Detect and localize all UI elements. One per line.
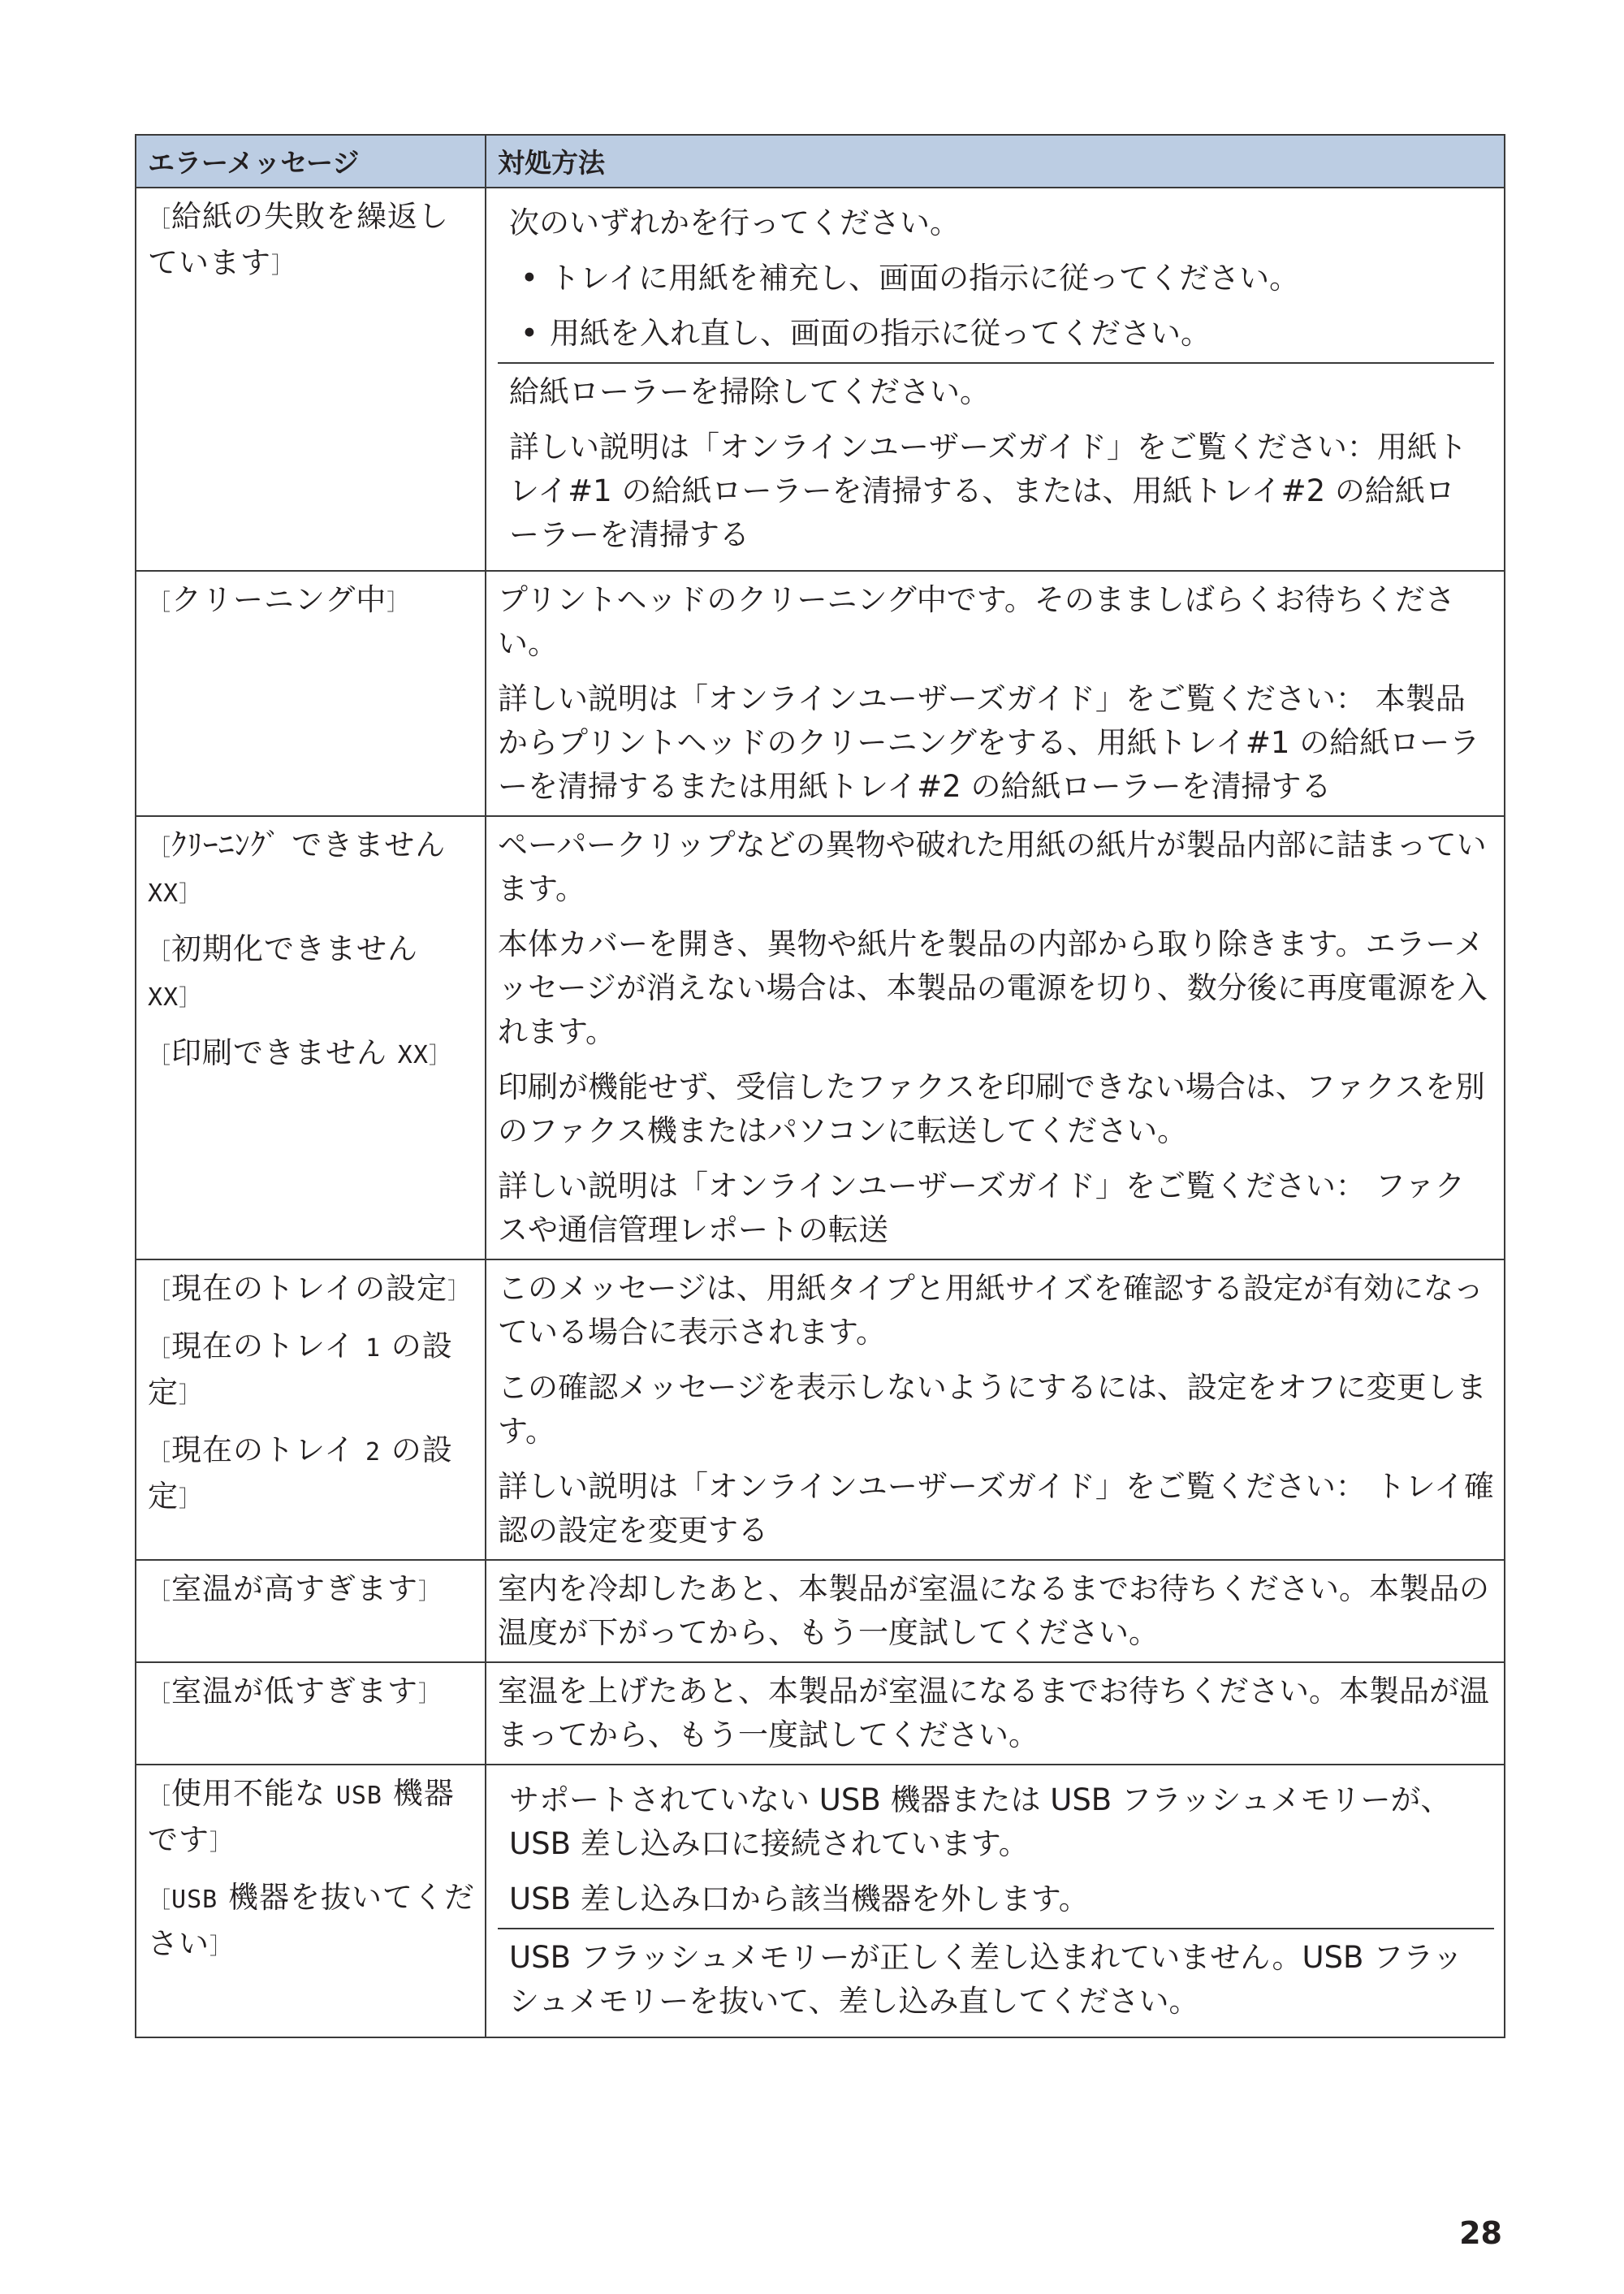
table-row — [136, 816, 1505, 1259]
error-message-text: 給紙の失敗を繰返しています — [148, 199, 450, 280]
error-message — [148, 1031, 475, 1078]
remedy-group — [498, 1928, 1494, 2030]
error-message-text: 現在のトレイ 1 の設定 — [148, 1328, 453, 1410]
error-message-text: クリーニング中 — [171, 582, 387, 617]
bracket-open: ［ — [148, 1439, 172, 1466]
bullet-icon: • — [520, 316, 538, 351]
table-body — [136, 188, 1505, 2037]
bracket-close: ］ — [418, 1578, 443, 1605]
bullet-item — [509, 257, 1484, 300]
error-message-cell — [136, 1765, 486, 2037]
error-message — [148, 195, 475, 287]
remedy-cell — [486, 816, 1505, 1259]
error-message — [148, 823, 475, 916]
remedy-group — [498, 1670, 1494, 1757]
remedy-cell — [486, 1259, 1505, 1560]
error-message — [148, 1267, 475, 1313]
bracket-close: ］ — [179, 1381, 203, 1408]
error-message-table — [135, 134, 1505, 2038]
remedy-cell — [486, 1765, 1505, 2037]
error-message-text: 現在のトレイ 2 の設定 — [148, 1432, 453, 1514]
bracket-open: ［ — [148, 938, 172, 965]
bracket-close: ］ — [209, 1933, 234, 1959]
remedy-group — [498, 578, 1494, 809]
remedy-text: USB フラッシュメモリーが正しく差し込まれていません。USB フラッシュメモリーを抜いて、差し込み直してください。 — [509, 1940, 1463, 2019]
remedy-text: 次のいずれかを行ってください。 — [509, 205, 960, 240]
remedy-text: USB 差し込み口から該当機器を外します。 — [509, 1881, 1089, 1916]
table-row — [136, 1662, 1505, 1765]
remedy-text: 本体カバーを開き、異物や紙片を製品の内部から取り除きます。エラーメッセージが消えない場合は、本製品の電源を切り、数分後に再度電源を入れます。 — [498, 927, 1488, 1049]
bracket-open: ［ — [148, 1042, 172, 1069]
remedy-text: 詳しい説明は「オンラインユーザーズガイド」をご覧ください： 本製品からプリントヘッドのクリーニングをする、用紙トレイ#1 の給紙ローラーを清掃するまたは用紙トレイ#2 の給紙ローラーを清掃する — [498, 681, 1480, 804]
remedy-text: 詳しい説明は「オンラインユーザーズガイド」をご覧ください： トレイ確認の設定を変更する — [498, 1469, 1494, 1548]
error-message-text: 使用不能な USB 機器です — [148, 1776, 455, 1857]
error-message-cell — [136, 188, 486, 571]
bracket-close: ］ — [179, 984, 203, 1011]
bracket-open: ［ — [148, 589, 172, 616]
remedy-group — [498, 1772, 1494, 1928]
remedy-cell — [486, 1560, 1505, 1662]
error-message-cell — [136, 1259, 486, 1560]
error-message-cell — [136, 571, 486, 816]
remedy-cell — [486, 188, 1505, 571]
remedy-group — [498, 1567, 1494, 1655]
error-message-cell — [136, 816, 486, 1259]
error-message — [148, 1772, 475, 1864]
remedy-text: サポートされていない USB 機器または USB フラッシュメモリーが、USB 差し込み口に接続されています。 — [509, 1782, 1451, 1861]
bullet-item — [509, 312, 1484, 356]
remedy-text: 詳しい説明は「オンラインユーザーズガイド」をご覧ください： ファクスや通信管理レポートの転送 — [498, 1169, 1465, 1247]
bracket-close: ］ — [179, 880, 203, 907]
bracket-open: ［ — [148, 1886, 172, 1913]
bracket-open: ［ — [148, 1277, 172, 1304]
remedy-text: 給紙ローラーを掃除してください。 — [509, 374, 990, 409]
bracket-close: ］ — [447, 1277, 472, 1304]
error-message-text: 室温が低すぎます — [171, 1674, 419, 1709]
table-row — [136, 571, 1505, 816]
error-message — [148, 1670, 475, 1716]
error-message-text: USB 機器を抜いてください — [148, 1880, 475, 1961]
remedy-text: 印刷が機能せず、受信したファクスを印刷できない場合は、ファクスを別のファクス機またはパソコンに転送してください。 — [498, 1069, 1485, 1148]
table-row — [136, 1765, 1505, 2037]
bracket-close: ］ — [428, 1042, 452, 1069]
bracket-open: ［ — [148, 205, 172, 232]
error-message-cell — [136, 1662, 486, 1765]
error-message-text: 印刷できません XX — [171, 1035, 429, 1070]
bracket-open: ［ — [148, 1578, 172, 1605]
bracket-close: ］ — [418, 1680, 443, 1707]
bracket-open: ［ — [148, 1335, 172, 1362]
header-error-message: エラーメッセージ — [136, 135, 486, 188]
error-message-text: 現在のトレイの設定 — [171, 1271, 448, 1306]
bracket-open: ［ — [148, 1680, 172, 1707]
remedy-cell — [486, 1662, 1505, 1765]
error-message — [148, 1876, 475, 1968]
error-message-text: ｸﾘｰﾆﾝｸﾞ できません XX — [148, 827, 447, 908]
bullet-text: トレイに用紙を補充し、画面の指示に従ってください。 — [550, 261, 1300, 296]
bullet-icon: • — [520, 261, 538, 296]
remedy-text: 詳しい説明は「オンラインユーザーズガイド」をご覧ください：用紙トレイ#1 の給紙ローラーを清掃する、または、用紙トレイ#2 の給紙ローラーを清掃する — [509, 430, 1467, 552]
error-message — [148, 1428, 475, 1521]
table-row — [136, 1560, 1505, 1662]
bracket-open: ［ — [148, 1782, 172, 1809]
header-remedy: 対処方法 — [486, 135, 1505, 188]
remedy-text: このメッセージは、用紙タイプと用紙サイズを確認する設定が有効になっている場合に表示されます。 — [498, 1271, 1484, 1350]
remedy-group — [498, 1267, 1494, 1553]
bracket-close: ］ — [387, 589, 411, 616]
remedy-group — [498, 362, 1494, 564]
remedy-cell — [486, 571, 1505, 816]
remedy-text: 室内を冷却したあと、本製品が室温になるまでお待ちください。本製品の温度が下がってから、もう一度試してください。 — [498, 1571, 1489, 1650]
error-message-text: 室温が高すぎます — [171, 1571, 419, 1606]
bracket-open: ［ — [148, 834, 172, 861]
remedy-text: 室温を上げたあと、本製品が室温になるまでお待ちください。本製品が温まってから、もう一度試してください。 — [498, 1674, 1489, 1752]
bracket-close: ］ — [179, 1485, 203, 1512]
remedy-text: ペーパークリップなどの異物や破れた用紙の紙片が製品内部に詰まっています。 — [498, 827, 1487, 906]
table-header-row — [136, 135, 1505, 188]
table-row — [136, 1259, 1505, 1560]
table-row — [136, 188, 1505, 571]
error-message — [148, 1567, 475, 1614]
error-message — [148, 1324, 475, 1417]
page-number: 28 — [1459, 2215, 1502, 2251]
bracket-close: ］ — [209, 1829, 234, 1856]
bullet-text: 用紙を入れ直し、画面の指示に従ってください。 — [550, 316, 1211, 351]
error-message-text: 初期化できません XX — [148, 931, 419, 1012]
remedy-group — [498, 823, 1494, 1252]
error-message-cell — [136, 1560, 486, 1662]
error-message — [148, 927, 475, 1020]
error-message — [148, 578, 475, 624]
bracket-close: ］ — [271, 252, 296, 279]
remedy-group — [498, 195, 1494, 362]
remedy-text: プリントヘッドのクリーニング中です。そのまましばらくお待ちください。 — [498, 582, 1455, 661]
remedy-text: この確認メッセージを表示しないようにするには、設定をオフに変更します。 — [498, 1370, 1487, 1449]
